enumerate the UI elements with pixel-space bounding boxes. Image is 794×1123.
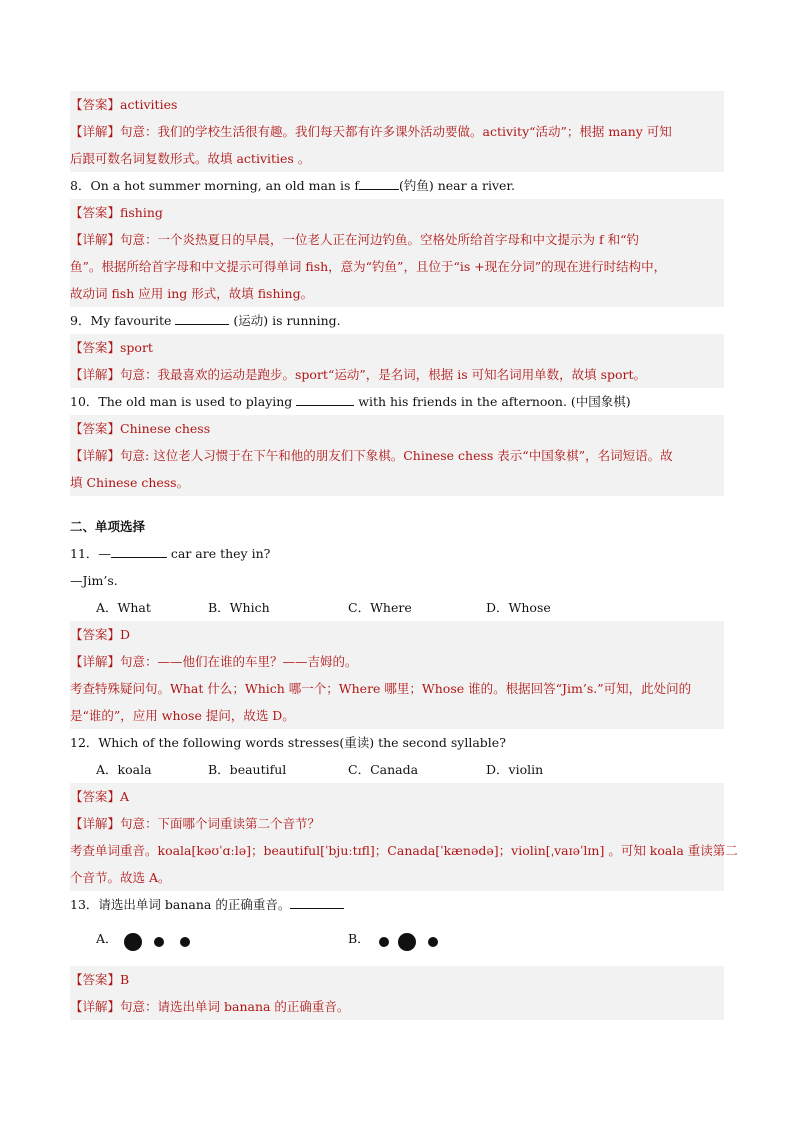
document-page <box>70 91 738 1020</box>
answer-text: Chinese chess <box>120 421 211 436</box>
option-d: D．Whose <box>486 600 551 615</box>
answer-blank <box>111 543 167 558</box>
detail-tag: 【详解】 <box>70 999 121 1014</box>
answer-block <box>70 415 724 496</box>
answer-tag: 【答案】 <box>70 340 121 355</box>
detail-tag: 【详解】 <box>70 232 121 247</box>
detail-text: 个音节。故选 A。 <box>70 870 171 885</box>
answer-tag: 【答案】 <box>70 789 121 804</box>
answer-text: B <box>120 972 130 987</box>
answer-blank <box>359 175 399 190</box>
answer-text: D <box>120 627 131 642</box>
answer-blank <box>175 310 229 325</box>
question-10: 10．The old man is used to playing with his friends in the afternoon. (中国象棋) <box>70 388 724 415</box>
detail-text: 考查单词重音。koala[kəʊˈɑːlə]；beautiful[ˈbjuːtɪfl]；Canada[ˈkænədə]；violin[ˌvaɪəˈlɪn] 。可知 koala 重读第二 <box>70 843 738 858</box>
stress-dot-small <box>180 937 190 947</box>
stress-dot-large <box>398 933 416 951</box>
answer-tag: 【答案】 <box>70 421 121 436</box>
detail-text: 句意：下面哪个词重读第二个音节？ <box>120 816 321 831</box>
answer-block <box>70 621 724 729</box>
answer-tag: 【答案】 <box>70 972 121 987</box>
detail-text: 句意：请选出单词 banana 的正确重音。 <box>120 999 350 1014</box>
option-c: C．Canada <box>348 762 419 777</box>
answer-text: fishing <box>120 205 163 220</box>
detail-text: 考查特殊疑问句。What 什么；Which 哪一个；Where 哪里；Whose 谁的。根据回答“Jim’s.”可知，此处问的 <box>70 681 692 696</box>
detail-text: 填 Chinese chess。 <box>70 475 190 490</box>
section-heading: 二、单项选择 <box>70 519 146 534</box>
option-b: B．beautiful <box>208 762 287 777</box>
question-9: 9．My favourite (运动) is running. <box>70 307 724 334</box>
option-a: A．What <box>96 600 151 615</box>
answer-text: sport <box>120 340 153 355</box>
detail-tag: 【详解】 <box>70 448 121 463</box>
answer-block <box>70 783 738 891</box>
detail-text: 鱼”。根据所给首字母和中文提示可得单词 fish，意为“钓鱼”，且位于“is +现在分词”的现在进行时结构中， <box>70 259 667 274</box>
answer-tag: 【答案】 <box>70 205 121 220</box>
answer-blank <box>296 391 354 406</box>
stress-dot-small <box>428 937 438 947</box>
detail-text: 句意: 这位老人习惯于在下午和他的朋友们下象棋。Chinese chess 表示“中国象棋”，名词短语。故 <box>120 448 673 463</box>
detail-text: 句意：我们的学校生活很有趣。我们每天都有许多课外活动要做。activity“活动”；根据 many 可知 <box>120 124 672 139</box>
options-row <box>70 594 724 621</box>
answer-block <box>70 334 724 388</box>
option-b: B．Which <box>208 600 270 615</box>
answer-text: activities <box>120 97 178 112</box>
detail-text: 故动词 fish 应用 ing 形式，故填 fishing。 <box>70 286 314 301</box>
answer-block <box>70 199 724 307</box>
stress-dot-large <box>124 933 142 951</box>
option-a: A． <box>96 931 118 946</box>
detail-text: 后跟可数名词复数形式。故填 activities 。 <box>70 151 311 166</box>
answer-tag: 【答案】 <box>70 97 121 112</box>
question-11-reply: —Jim’s. <box>70 573 118 588</box>
option-a: A．koala <box>96 762 152 777</box>
option-c: C．Where <box>348 600 412 615</box>
detail-tag: 【详解】 <box>70 654 121 669</box>
answer-blank <box>290 894 344 909</box>
stress-dot-small <box>379 937 389 947</box>
question-13: 13．请选出单词 banana 的正确重音。 <box>70 891 724 918</box>
answer-block <box>70 91 724 172</box>
detail-text: 是“谁的”，应用 whose 提问，故选 D。 <box>70 708 295 723</box>
option-b: B． <box>348 931 370 946</box>
stress-dot-small <box>154 937 164 947</box>
detail-tag: 【详解】 <box>70 367 121 382</box>
question-11: 11．— car are they in? <box>70 540 724 567</box>
option-d: D．violin <box>486 762 544 777</box>
detail-text: 句意：一个炎热夏日的早晨，一位老人正在河边钓鱼。空格处所给首字母和中文提示为 f 和“钓 <box>120 232 639 247</box>
options-row <box>70 756 724 783</box>
detail-tag: 【详解】 <box>70 816 121 831</box>
stress-options <box>70 918 724 958</box>
detail-text: 句意：我最喜欢的运动是跑步。sport“运动”，是名词，根据 is 可知名词用单数，故填 sport。 <box>120 367 647 382</box>
answer-text: A <box>120 789 130 804</box>
answer-tag: 【答案】 <box>70 627 121 642</box>
question-12: 12．Which of the following words stresses(重读) the second syllable? <box>70 735 506 750</box>
answer-block <box>70 966 724 1020</box>
question-8: 8．On a hot summer morning, an old man is f (钓鱼) near a river. <box>70 172 724 199</box>
detail-tag: 【详解】 <box>70 124 121 139</box>
detail-text: 句意：——他们在谁的车里？——吉姆的。 <box>120 654 358 669</box>
